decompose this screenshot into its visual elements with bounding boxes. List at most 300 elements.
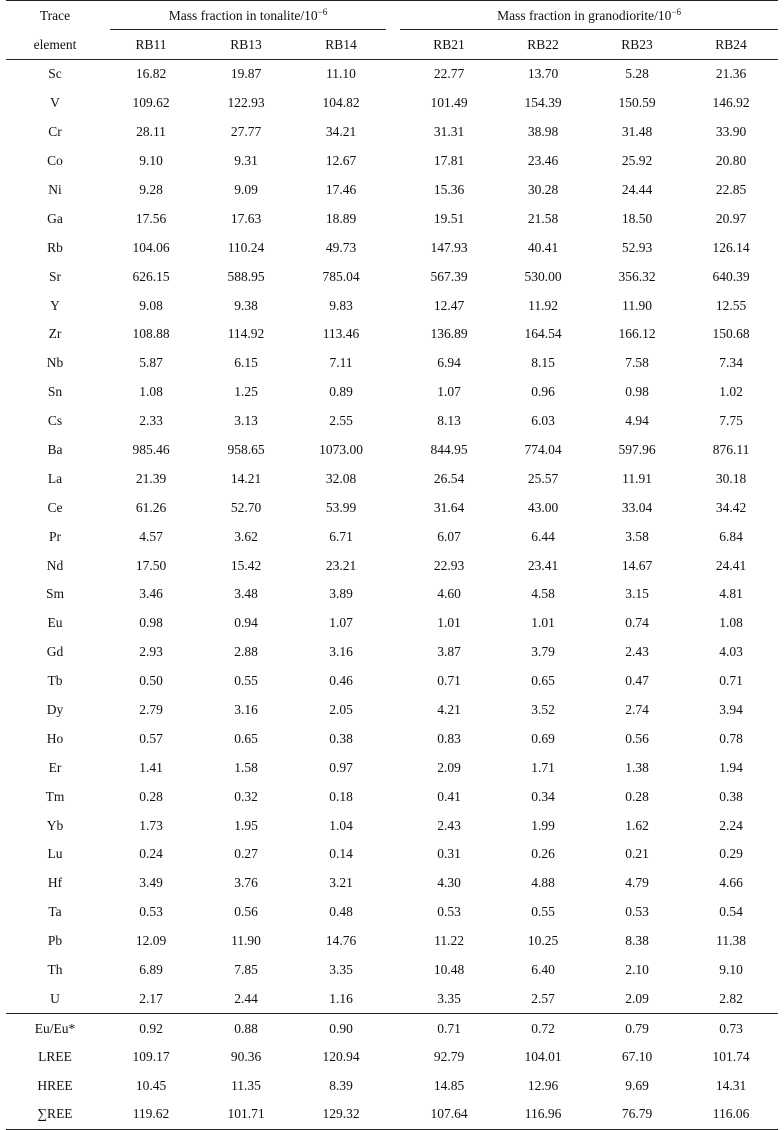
table-row: [6, 60, 778, 89]
value-cell: 0.46: [329, 673, 353, 689]
value-cell: 0.38: [329, 730, 353, 746]
value-cell: 2.05: [329, 702, 353, 718]
value-cell: 17.81: [433, 153, 465, 169]
value-cell: 9.10: [719, 962, 743, 978]
element-label: Er: [48, 759, 62, 775]
value-cell: 9.31: [234, 153, 258, 169]
value-cell: 90.36: [230, 1049, 262, 1065]
value-cell: 17.50: [135, 557, 167, 573]
value-cell: 3.21: [329, 875, 353, 891]
value-cell: 1.08: [719, 615, 743, 631]
value-cell: 0.54: [719, 904, 743, 920]
value-cell: 6.84: [719, 528, 743, 544]
table-row: [6, 1014, 778, 1043]
value-cell: 14.76: [325, 933, 357, 949]
value-cell: 4.21: [437, 702, 461, 718]
value-cell: 31.48: [621, 124, 653, 140]
value-cell: 43.00: [527, 499, 559, 515]
value-cell: 52.70: [230, 499, 262, 515]
value-cell: 0.96: [531, 384, 555, 400]
value-cell: 11.35: [231, 1077, 261, 1093]
value-cell: 0.50: [139, 673, 163, 689]
element-label: Sn: [47, 384, 63, 400]
value-cell: 1.25: [234, 384, 258, 400]
element-label: Zr: [48, 326, 62, 342]
element-label: Cr: [48, 124, 62, 140]
value-cell: 1.73: [139, 817, 163, 833]
value-cell: 20.80: [715, 153, 747, 169]
value-cell: 2.24: [719, 817, 743, 833]
value-cell: 2.79: [139, 702, 163, 718]
element-label: Co: [47, 153, 63, 169]
column-gap: [388, 869, 402, 898]
value-cell: 2.57: [531, 990, 555, 1006]
column-gap: [388, 956, 402, 985]
value-cell: 136.89: [430, 326, 468, 342]
table-row: [6, 927, 778, 956]
column-gap: [388, 1100, 402, 1129]
header-tonalite-group: [104, 1, 388, 31]
element-label: Gd: [46, 644, 64, 660]
element-label: Eu/Eu*: [6, 1014, 104, 1043]
element-label: Hf: [47, 875, 63, 891]
sample-header: RB11: [104, 30, 198, 60]
value-cell: 104.06: [132, 239, 170, 255]
column-gap: [388, 927, 402, 956]
value-cell: 0.79: [590, 1014, 684, 1043]
value-cell: 0.98: [139, 615, 163, 631]
value-cell: 0.24: [139, 846, 163, 862]
value-cell: 774.04: [524, 442, 562, 458]
value-cell: 104.82: [322, 95, 360, 111]
value-cell: 8.15: [531, 355, 555, 371]
value-cell: 0.48: [329, 904, 353, 920]
value-cell: 2.74: [625, 702, 649, 718]
value-cell: 23.41: [527, 557, 559, 573]
value-cell: 7.75: [719, 413, 743, 429]
value-cell: 2.17: [139, 990, 163, 1006]
value-cell: 0.32: [234, 788, 258, 804]
table-row: [6, 493, 778, 522]
column-gap: [388, 811, 402, 840]
value-cell: 76.79: [590, 1100, 684, 1129]
value-cell: 844.95: [430, 442, 468, 458]
value-cell: 0.98: [625, 384, 649, 400]
column-gap: [388, 118, 402, 147]
value-cell: 52.93: [621, 239, 653, 255]
column-gap: [388, 782, 402, 811]
value-cell: 1.62: [625, 817, 649, 833]
value-cell: 3.15: [625, 586, 649, 602]
column-gap: [388, 349, 402, 378]
element-label: Pb: [47, 933, 63, 949]
column-gap: [388, 407, 402, 436]
element-label: Ce: [47, 499, 63, 515]
column-gap: [388, 753, 402, 782]
value-cell: 15.36: [433, 182, 465, 197]
table-row: [6, 724, 778, 753]
table-row: [6, 782, 778, 811]
element-label: Ni: [48, 182, 62, 197]
element-label: Tb: [47, 673, 63, 689]
table-row: [6, 1043, 778, 1072]
value-cell: 4.88: [531, 875, 555, 891]
value-cell: 0.29: [719, 846, 743, 862]
value-cell: 7.11: [329, 355, 353, 371]
value-cell: 2.10: [625, 962, 649, 978]
table-row: [6, 204, 778, 233]
element-label: Nd: [46, 557, 64, 573]
value-cell: 164.54: [524, 326, 562, 342]
value-cell: 4.79: [625, 875, 649, 891]
value-cell: 0.72: [496, 1014, 590, 1043]
value-cell: 7.58: [625, 355, 649, 371]
value-cell: 10.45: [135, 1077, 167, 1093]
value-cell: 14.21: [230, 470, 262, 486]
value-cell: 34.21: [325, 124, 357, 140]
value-cell: 150.68: [712, 326, 750, 342]
value-cell: 0.28: [625, 788, 649, 804]
column-gap: [388, 204, 402, 233]
value-cell: 2.88: [234, 644, 258, 660]
column-gap: [388, 1014, 402, 1043]
table-row: [6, 985, 778, 1014]
value-cell: 114.92: [227, 326, 265, 342]
value-cell: 4.58: [531, 586, 555, 602]
value-cell: 0.21: [625, 846, 649, 862]
value-cell: 21.39: [135, 470, 167, 486]
element-label: Sm: [45, 586, 64, 602]
value-cell: 597.96: [618, 442, 656, 458]
table-row: [6, 696, 778, 725]
value-cell: 0.71: [402, 1014, 496, 1043]
value-cell: 356.32: [618, 268, 656, 284]
table-row: [6, 522, 778, 551]
value-cell: 8.13: [437, 413, 461, 429]
value-cell: 15.42: [230, 557, 262, 573]
value-cell: 0.90: [294, 1014, 388, 1043]
value-cell: 10.48: [433, 962, 465, 978]
column-gap: [388, 436, 402, 465]
value-cell: 0.65: [234, 730, 258, 746]
value-cell: 2.44: [234, 990, 258, 1006]
table-row: [6, 436, 778, 465]
table-row: [6, 407, 778, 436]
value-cell: 0.31: [437, 846, 461, 862]
value-cell: 3.46: [139, 586, 163, 602]
value-cell: 0.55: [531, 904, 555, 920]
value-cell: 0.83: [437, 730, 461, 746]
column-gap: [388, 176, 402, 205]
value-cell: 4.57: [139, 528, 163, 544]
element-rows: [6, 60, 778, 1014]
table-row: [6, 291, 778, 320]
value-cell: 104.01: [524, 1049, 562, 1065]
value-cell: 11.90: [622, 297, 652, 313]
table-row: [6, 580, 778, 609]
value-cell: 1.99: [531, 817, 555, 833]
table-row: [6, 320, 778, 349]
element-label: ∑REE: [6, 1100, 104, 1129]
value-cell: 107.64: [402, 1100, 496, 1129]
value-cell: 958.65: [227, 442, 265, 458]
table-row: [6, 89, 778, 118]
value-cell: 154.39: [524, 95, 562, 111]
value-cell: 4.94: [625, 413, 649, 429]
summary-rows: [6, 1014, 778, 1129]
table-row: [6, 233, 778, 262]
value-cell: 3.87: [437, 644, 461, 660]
table-row: [6, 638, 778, 667]
value-cell: 1.95: [234, 817, 258, 833]
tonalite-group-label: Mass fraction in tonalite/10: [168, 7, 318, 23]
value-cell: 0.55: [234, 673, 258, 689]
value-cell: 17.56: [135, 210, 167, 226]
value-cell: 6.89: [139, 962, 163, 978]
column-gap: [388, 464, 402, 493]
value-cell: 6.44: [531, 528, 555, 544]
value-cell: 6.03: [531, 413, 555, 429]
column-gap: [388, 551, 402, 580]
value-cell: 1.41: [139, 759, 163, 775]
value-cell: 30.18: [715, 470, 747, 486]
value-cell: 61.26: [135, 499, 167, 515]
table-row: [6, 869, 778, 898]
value-cell: 0.73: [684, 1014, 778, 1043]
value-cell: 16.82: [135, 66, 167, 82]
value-cell: 122.93: [227, 95, 265, 111]
header-granodiorite-group: [402, 1, 778, 31]
value-cell: 20.97: [715, 210, 747, 226]
element-label: Ba: [47, 442, 63, 458]
value-cell: 0.47: [625, 673, 649, 689]
value-cell: 2.55: [329, 413, 353, 429]
value-cell: 1.02: [719, 384, 743, 400]
value-cell: 0.53: [625, 904, 649, 920]
column-gap: [388, 233, 402, 262]
value-cell: 3.52: [531, 702, 555, 718]
table-row: [6, 811, 778, 840]
value-cell: 101.74: [712, 1049, 750, 1065]
sample-header: RB13: [198, 30, 294, 60]
element-label: Pr: [48, 528, 61, 544]
column-gap: [388, 320, 402, 349]
table-row: [6, 753, 778, 782]
value-cell: 108.88: [132, 326, 170, 342]
value-cell: 8.38: [625, 933, 649, 949]
element-label: Lu: [47, 846, 63, 862]
value-cell: 3.76: [234, 875, 258, 891]
element-label: LREE: [38, 1049, 72, 1065]
value-cell: 101.49: [430, 95, 468, 111]
value-cell: 22.85: [715, 182, 747, 197]
table-row: [6, 840, 778, 869]
value-cell: 13.70: [527, 66, 559, 82]
value-cell: 0.53: [437, 904, 461, 920]
value-cell: 11.22: [434, 933, 464, 949]
value-cell: 34.42: [715, 499, 747, 515]
element-label: Sr: [48, 268, 61, 284]
column-gap: [388, 1043, 402, 1072]
element-label: Y: [50, 297, 60, 313]
value-cell: 11.92: [528, 297, 558, 313]
value-cell: 24.44: [621, 182, 653, 197]
element-label: V: [50, 95, 60, 111]
table-row: [6, 147, 778, 176]
value-cell: 0.69: [531, 730, 555, 746]
header-element: element: [6, 30, 104, 60]
value-cell: 9.10: [139, 153, 163, 169]
value-cell: 9.69: [625, 1077, 649, 1093]
value-cell: 110.24: [227, 239, 265, 255]
element-label: Cs: [47, 413, 63, 429]
table-row: [6, 176, 778, 205]
sample-header: RB22: [496, 30, 590, 60]
value-cell: 0.56: [234, 904, 258, 920]
value-cell: 6.94: [437, 355, 461, 371]
value-cell: 116.96: [496, 1100, 590, 1129]
column-gap: [388, 580, 402, 609]
value-cell: 2.33: [139, 413, 163, 429]
value-cell: 0.92: [104, 1014, 198, 1043]
table-row: [6, 118, 778, 147]
value-cell: 126.14: [712, 239, 750, 255]
value-cell: 1.01: [531, 615, 555, 631]
value-cell: 8.39: [329, 1077, 353, 1093]
sample-header: RB24: [684, 30, 778, 60]
sample-header: RB14: [294, 30, 388, 60]
value-cell: 49.73: [325, 239, 357, 255]
value-cell: 92.79: [433, 1049, 465, 1065]
trace-element-table: [6, 0, 778, 1130]
value-cell: 2.43: [625, 644, 649, 660]
value-cell: 588.95: [227, 268, 265, 284]
value-cell: 21.36: [715, 66, 747, 82]
value-cell: 150.59: [618, 95, 656, 111]
value-cell: 3.58: [625, 528, 649, 544]
value-cell: 146.92: [712, 95, 750, 111]
value-cell: 6.71: [329, 528, 353, 544]
value-cell: 30.28: [527, 182, 559, 197]
value-cell: 2.82: [719, 990, 743, 1006]
column-gap: [388, 291, 402, 320]
column-gap: [388, 147, 402, 176]
value-cell: 101.71: [198, 1100, 294, 1129]
value-cell: 0.97: [329, 759, 353, 775]
element-label: Yb: [46, 817, 64, 833]
table-row: [6, 551, 778, 580]
value-cell: 9.28: [139, 182, 163, 197]
sample-header: RB21: [402, 30, 496, 60]
column-gap: [388, 609, 402, 638]
value-cell: 24.41: [715, 557, 747, 573]
value-cell: 6.15: [234, 355, 258, 371]
value-cell: 33.04: [621, 499, 653, 515]
table-row: [6, 609, 778, 638]
value-cell: 1.58: [234, 759, 258, 775]
value-cell: 33.90: [715, 124, 747, 140]
table-row: [6, 378, 778, 407]
value-cell: 3.89: [329, 586, 353, 602]
value-cell: 3.94: [719, 702, 743, 718]
element-label: Dy: [46, 702, 64, 718]
sample-header: RB23: [590, 30, 684, 60]
value-cell: 0.65: [531, 673, 555, 689]
value-cell: 1.71: [531, 759, 555, 775]
column-gap: [388, 840, 402, 869]
value-cell: 0.94: [234, 615, 258, 631]
granodiorite-group-label: Mass fraction in granodiorite/10: [497, 7, 672, 23]
table-row: [6, 349, 778, 378]
column-gap: [388, 493, 402, 522]
value-cell: 11.38: [716, 933, 746, 949]
value-cell: 3.79: [531, 644, 555, 660]
value-cell: 3.49: [139, 875, 163, 891]
value-cell: 28.11: [136, 124, 166, 140]
value-cell: 567.39: [430, 268, 468, 284]
value-cell: 0.18: [329, 788, 353, 804]
value-cell: 0.89: [329, 384, 353, 400]
value-cell: 109.62: [132, 95, 170, 111]
value-cell: 129.32: [294, 1100, 388, 1129]
element-label: Tm: [45, 788, 65, 804]
column-gap: [388, 724, 402, 753]
value-cell: 53.99: [325, 499, 357, 515]
table-row: [6, 1100, 778, 1129]
value-cell: 626.15: [132, 268, 170, 284]
value-cell: 12.47: [433, 297, 465, 313]
value-cell: 12.55: [715, 297, 747, 313]
value-cell: 0.38: [719, 788, 743, 804]
value-cell: 31.31: [433, 124, 465, 140]
value-cell: 11.10: [326, 66, 356, 82]
value-cell: 9.38: [234, 297, 258, 313]
value-cell: 6.07: [437, 528, 461, 544]
value-cell: 0.57: [139, 730, 163, 746]
element-label: Ta: [48, 904, 62, 920]
value-cell: 109.17: [132, 1049, 170, 1065]
element-label: Eu: [47, 615, 63, 631]
value-cell: 9.09: [234, 182, 258, 197]
element-label: Ho: [46, 730, 64, 746]
element-label: Nb: [46, 355, 64, 371]
value-cell: 166.12: [618, 326, 656, 342]
element-label: Th: [47, 962, 63, 978]
value-cell: 1.04: [329, 817, 353, 833]
value-cell: 0.28: [139, 788, 163, 804]
value-cell: 21.58: [527, 210, 559, 226]
column-gap: [388, 89, 402, 118]
value-cell: 5.28: [625, 66, 649, 82]
value-cell: 3.16: [329, 644, 353, 660]
value-cell: 113.46: [322, 326, 360, 342]
value-cell: 26.54: [433, 470, 465, 486]
value-cell: 31.64: [433, 499, 465, 515]
value-cell: 0.56: [625, 730, 649, 746]
value-cell: 0.27: [234, 846, 258, 862]
value-cell: 67.10: [621, 1049, 653, 1065]
value-cell: 0.88: [198, 1014, 294, 1043]
column-gap: [388, 638, 402, 667]
column-gap: [388, 667, 402, 696]
value-cell: 25.92: [621, 153, 653, 169]
value-cell: 12.96: [527, 1077, 559, 1093]
value-cell: 3.48: [234, 586, 258, 602]
value-cell: 10.25: [527, 933, 559, 949]
value-cell: 1.38: [625, 759, 649, 775]
table-row: [6, 898, 778, 927]
value-cell: 116.06: [684, 1100, 778, 1129]
